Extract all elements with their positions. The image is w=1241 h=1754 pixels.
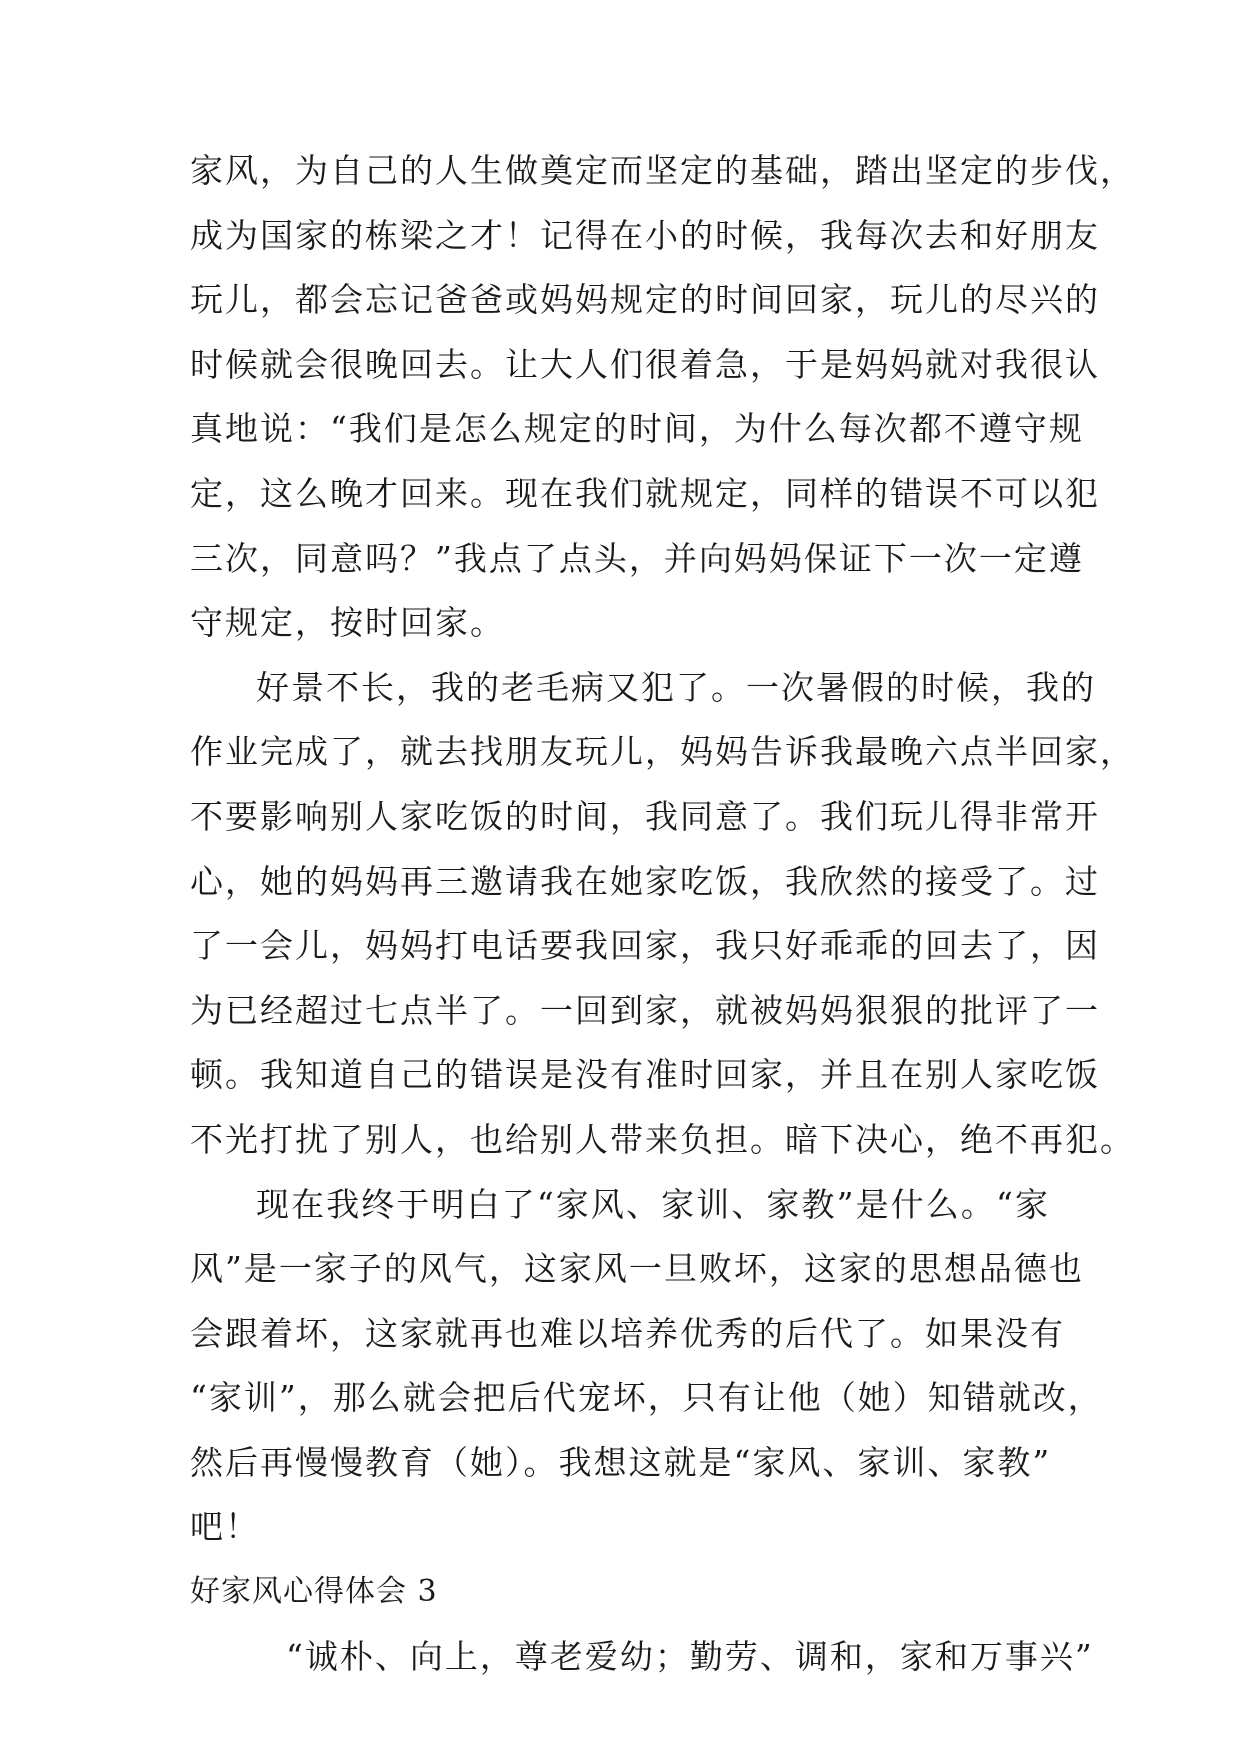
- text-line: 为已经超过七点半了。一回到家，就被妈妈狠狠的批评了一: [190, 990, 1100, 1030]
- text-line: 现在我终于明白了“家风、家训、家教”是什么。“家: [256, 1184, 1050, 1224]
- paragraph-4: [190, 1636, 1094, 1678]
- text-line: 家风，为自己的人生做奠定而坚定的基础，踏出坚定的步伐，: [190, 151, 1135, 190]
- text-line: 三次，同意吗？”我点了点头，并向妈妈保证下一次一定遵: [190, 538, 1084, 578]
- text-line: 顿。我知道自己的错误是没有准时回家，并且在别人家吃饭: [190, 1055, 1100, 1095]
- paragraph-3: [190, 1184, 1103, 1549]
- text-line: 好景不长，我的老毛病又犯了。一次暑假的时候，我的: [256, 667, 1096, 707]
- text-line: 作业完成了，就去找朋友玩儿，妈妈告诉我最晚六点半回家，: [190, 732, 1135, 772]
- text-line: 不光打扰了别人，也给别人带来负担。暗下决心，绝不再犯。: [190, 1119, 1135, 1159]
- text-line: 吧！: [190, 1507, 260, 1547]
- text-line: 了一会儿，妈妈打电话要我回家，我只好乖乖的回去了，因: [190, 926, 1100, 966]
- text-line: 然后再慢慢教育（她）。我想这就是“家风、家训、家教”: [190, 1442, 1052, 1482]
- text-line: 成为国家的栋梁之才！记得在小的时候，我每次去和好朋友: [190, 215, 1100, 255]
- text-line: 守规定，按时回家。: [190, 603, 505, 643]
- document-page: [190, 150, 1135, 1700]
- paragraph-1: [190, 150, 1135, 644]
- text-line: 玩儿，都会忘记爸爸或妈妈规定的时间回家，玩儿的尽兴的: [190, 280, 1100, 320]
- text-line: “家训”，那么就会把后代宠坏，只有让他（她）知错就改，: [190, 1378, 1103, 1418]
- text-line: 心，她的妈妈再三邀请我在她家吃饭，我欣然的接受了。过: [190, 861, 1100, 901]
- text-line: 真地说：“我们是怎么规定的时间，为什么每次都不遵守规: [190, 409, 1084, 449]
- paragraph-2: [190, 667, 1135, 1161]
- text-line: 时候就会很晚回去。让大人们很着急，于是妈妈就对我很认: [190, 344, 1100, 384]
- text-line: 风”是一家子的风气，这家风一旦败坏，这家的思想品德也: [190, 1249, 1084, 1289]
- text-line: “诚朴、向上，尊老爱幼；勤劳、调和，家和万事兴”: [286, 1636, 1094, 1676]
- text-line: 定，这么晚才回来。现在我们就规定，同样的错误不可以犯: [190, 473, 1100, 513]
- text-line: 会跟着坏，这家就再也难以培养优秀的后代了。如果没有: [190, 1313, 1065, 1353]
- text-line: 不要影响别人家吃饭的时间，我同意了。我们玩儿得非常开: [190, 796, 1100, 836]
- section-heading: 好家风心得体会 3: [190, 1574, 438, 1610]
